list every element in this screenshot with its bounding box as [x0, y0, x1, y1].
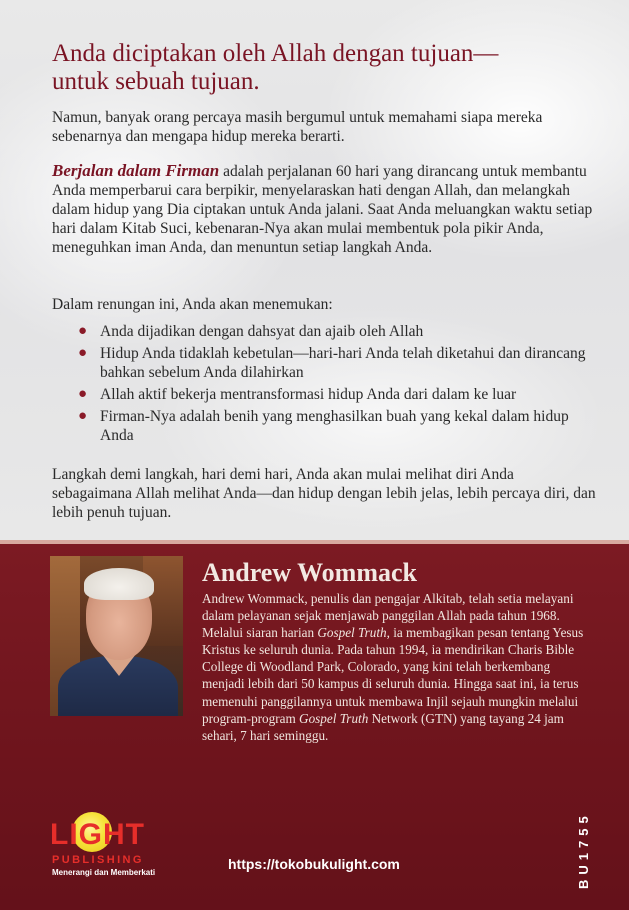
logo-subtitle: PUBLISHING — [52, 854, 144, 866]
headline — [52, 40, 592, 96]
author-name: Andrew Wommack — [202, 558, 417, 587]
author-bio: Andrew Wommack, penulis dan pengajar Alkitab, telah setia melayani dalam pelayanan sejak menjawab panggilan Allah pada tahun 1968. Melalui siaran harian Gospel Truth, ia membagikan pesan tentang Yesus Kristus ke seluruh dunia. Pada tahun 1994, ia mendirikan Charis Bible College di Woodland Park, Colorado, yang kini telah berkembang menjadi lebih dari 50 kampus di seluruh dunia. Hingga saat ini, ia terus memenuhi panggilannya untuk membawa Injil sejauh mungkin melalui program-program Gospel Truth Network (GTN) yang tayang 24 jam sehari, 7 hari seminggu. — [202, 591, 584, 743]
publisher-url[interactable]: https://tokobukulight.com — [228, 856, 400, 872]
intro-paragraph: Namun, banyak orang percaya masih bergumul untuk memahami siapa mereka sebenarnya dan mengapa hidup mereka berarti. — [52, 109, 543, 145]
author-photo — [50, 556, 183, 716]
publisher-logo — [50, 812, 170, 878]
description-paragraph — [52, 161, 597, 257]
list-item: ● Hidup Anda tidaklah kebetulan—hari-hari Anda telah diketahui dan dirancang bahkan sebelum Anda dilahirkan — [78, 345, 586, 381]
headline-line-1: Anda diciptakan oleh Allah dengan tujuan— — [52, 40, 499, 67]
list-item: ● Anda dijadikan dengan dahsyat dan ajaib oleh Allah — [78, 323, 424, 340]
publisher-tagline: Menerangi dan Memberkati — [52, 868, 156, 877]
list-item: ● Firman-Nya adalah benih yang menghasilkan buah yang kekal dalam hidup Anda — [78, 408, 569, 444]
bullet-icon: ● — [78, 408, 88, 424]
benefits-list — [78, 322, 598, 448]
bullet-icon: ● — [78, 345, 88, 361]
headline-line-2: untuk sebuah tujuan. — [52, 68, 260, 95]
bullet-icon: ● — [78, 323, 88, 339]
bullet-icon: ● — [78, 386, 88, 402]
show-title: Gospel Truth — [317, 625, 387, 641]
list-intro: Dalam renungan ini, Anda akan menemukan: — [52, 296, 333, 313]
list-item: ● Allah aktif bekerja mentransformasi hidup Anda dari dalam ke luar — [78, 386, 517, 403]
logo-wordmark: LIGHT — [50, 818, 145, 851]
book-title: Berjalan dalam Firman — [52, 161, 220, 180]
show-title: Gospel Truth — [299, 710, 369, 726]
closing-paragraph: Langkah demi langkah, hari demi hari, Anda akan mulai melihat diri Anda sebagaimana Allah melihat Anda—dan hidup dengan lebih jelas, lebih percaya diri, dan lebih penuh tujuan. — [52, 466, 596, 521]
product-code: BU1755 — [576, 811, 591, 889]
description-text: adalah perjalanan 60 hari yang dirancang untuk membantu Anda memperbarui cara berpikir, menyelaraskan hati dengan Allah, dan melangkah dalam hidup yang Dia ciptakan untuk Anda jalani. Saat Anda meluangkan waktu setiap hari dalam Kitab Suci, kebenaran-Nya akan mulai membentuk pola pikir Anda, meneguhkan iman Anda, dan menuntun setiap langkah Anda. — [52, 163, 593, 256]
